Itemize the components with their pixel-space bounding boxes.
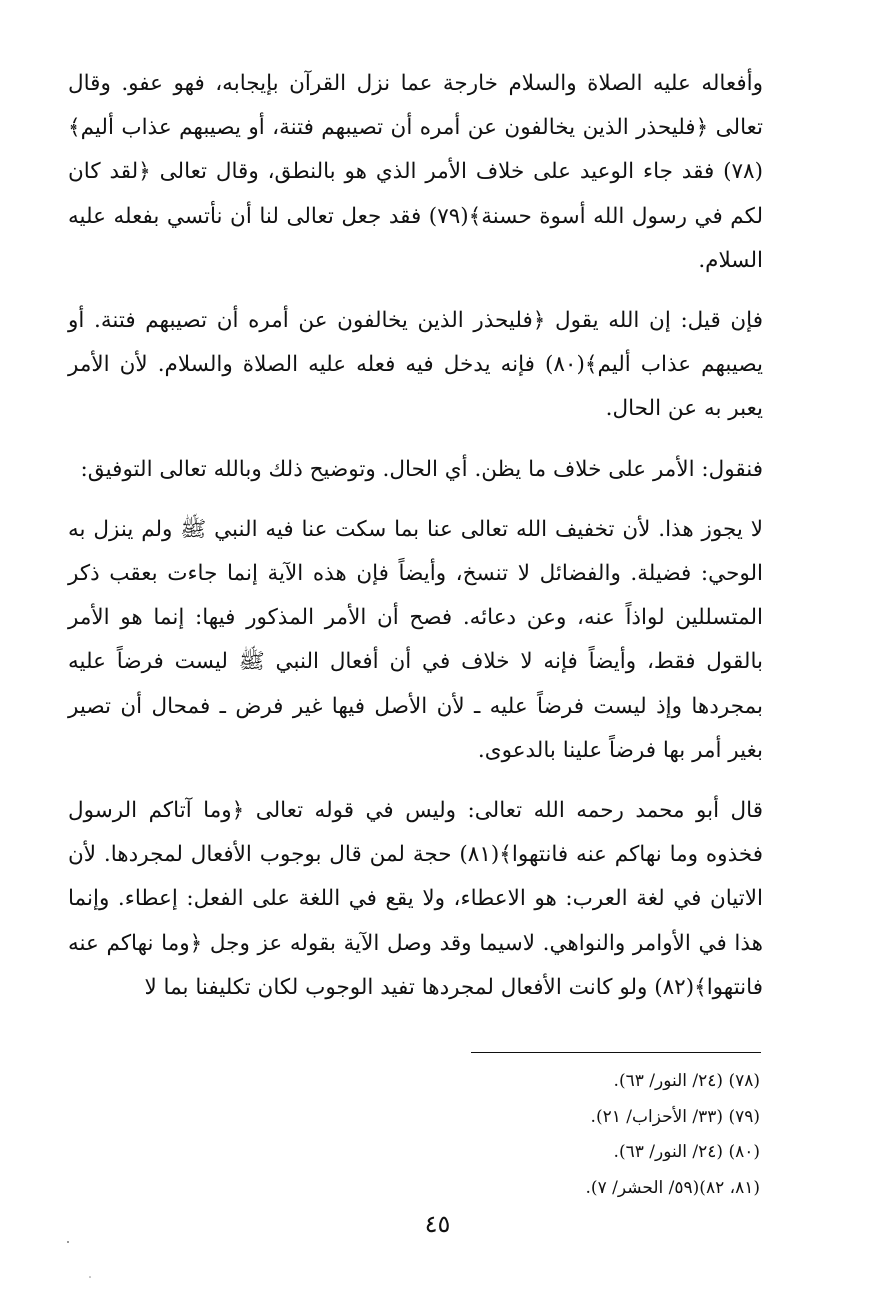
page-number: ٤٥	[424, 1210, 451, 1238]
paragraph-5: قال أبو محمد رحمه الله تعالى: وليس في قوله تعالى ﴿وما آتاكم الرسول فخذوه وما نهاكم عنه فانتهوا﴾(٨١) حجة لمن قال بوجوب الأفعال لمجردها. لأن الاتيان في لغة العرب: هو الاعطاء، ولا يقع في اللغة على الفعل: إعطاء. وإنما هذا في الأوامر والنواهي. لاسيما وقد وصل الآية بقوله عز وجل ﴿وما نهاكم عنه فانتهوا﴾(٨٢) ولو كانت الأفعال لمجردها تفيد الوجوب لكان تكليفنا بما لا	[68, 798, 764, 1000]
paragraph-1: وأفعاله عليه الصلاة والسلام خارجة عما نزل القرآن بإيجابه، فهو عفو. وقال تعالى ﴿فليحذر الذين يخالفون عن أمره أن تصيبهم فتنة، أو يصيبهم عذاب أليم﴾(٧٨) فقد جاء الوعيد على خلاف الأمر الذي هو بالنطق، وقال تعالى ﴿لقد كان لكم في رسول الله أسوة حسنة﴾(٧٩) فقد جعل تعالى لنا أن نأتسي بفعله عليه السلام.	[68, 71, 763, 273]
paragraph-2: فإن قيل: إن الله يقول ﴿فليحذر الذين يخالفون عن أمره أن تصيبهم فتنة. أو يصيبهم عذاب أليم﴾(٨٠) فإنه يدخل فيه فعله عليه الصلاة والسلام. لأن الأمر يعبر به عن الحال.	[68, 308, 763, 422]
footnote-divider	[471, 1052, 761, 1053]
paragraph-3: فنقول: الأمر على خلاف ما يظن. أي الحال. وتوضيح ذلك وبالله تعالى التوفيق:	[80, 456, 763, 482]
main-text	[68, 62, 763, 1026]
paragraph-4: لا يجوز هذا. لأن تخفيف الله تعالى عنا بما سكت عنا فيه النبي ﷺ ولم ينزل به الوحي: فضيلة. والفضائل لا تنسخ، وأيضاً فإن هذه الآية إنما جاءت بعقب ذكر المتسللين لواذاً عنه، وعن دعائه. فصح أن الأمر المذكور فيها: إنما هو الأمر بالقول فقط، وأيضاً فإنه لا خلاف في أن أفعال النبي ﷺ ليست فرضاً عليه بمجردها وإذ ليست فرضاً عليه ـ لأن الأصل فيها غير فرض ـ فمحال أن تصير بغير أمر بها فرضاً علينا بالدعوى.	[68, 516, 763, 763]
footnote-78: (٧٨) (٢٤/ النور/ ٦٣).	[613, 1071, 760, 1091]
footnote-79: (٧٩) (٣٣/ الأحزاب/ ٢١).	[590, 1106, 760, 1127]
footnote-81-82: (٨١، ٨٢)(٥٩/ الحشر/ ٧).	[585, 1177, 760, 1198]
footnotes	[380, 1064, 760, 1206]
footnote-80: (٨٠) (٢٤/ النور/ ٦٣).	[613, 1142, 760, 1162]
